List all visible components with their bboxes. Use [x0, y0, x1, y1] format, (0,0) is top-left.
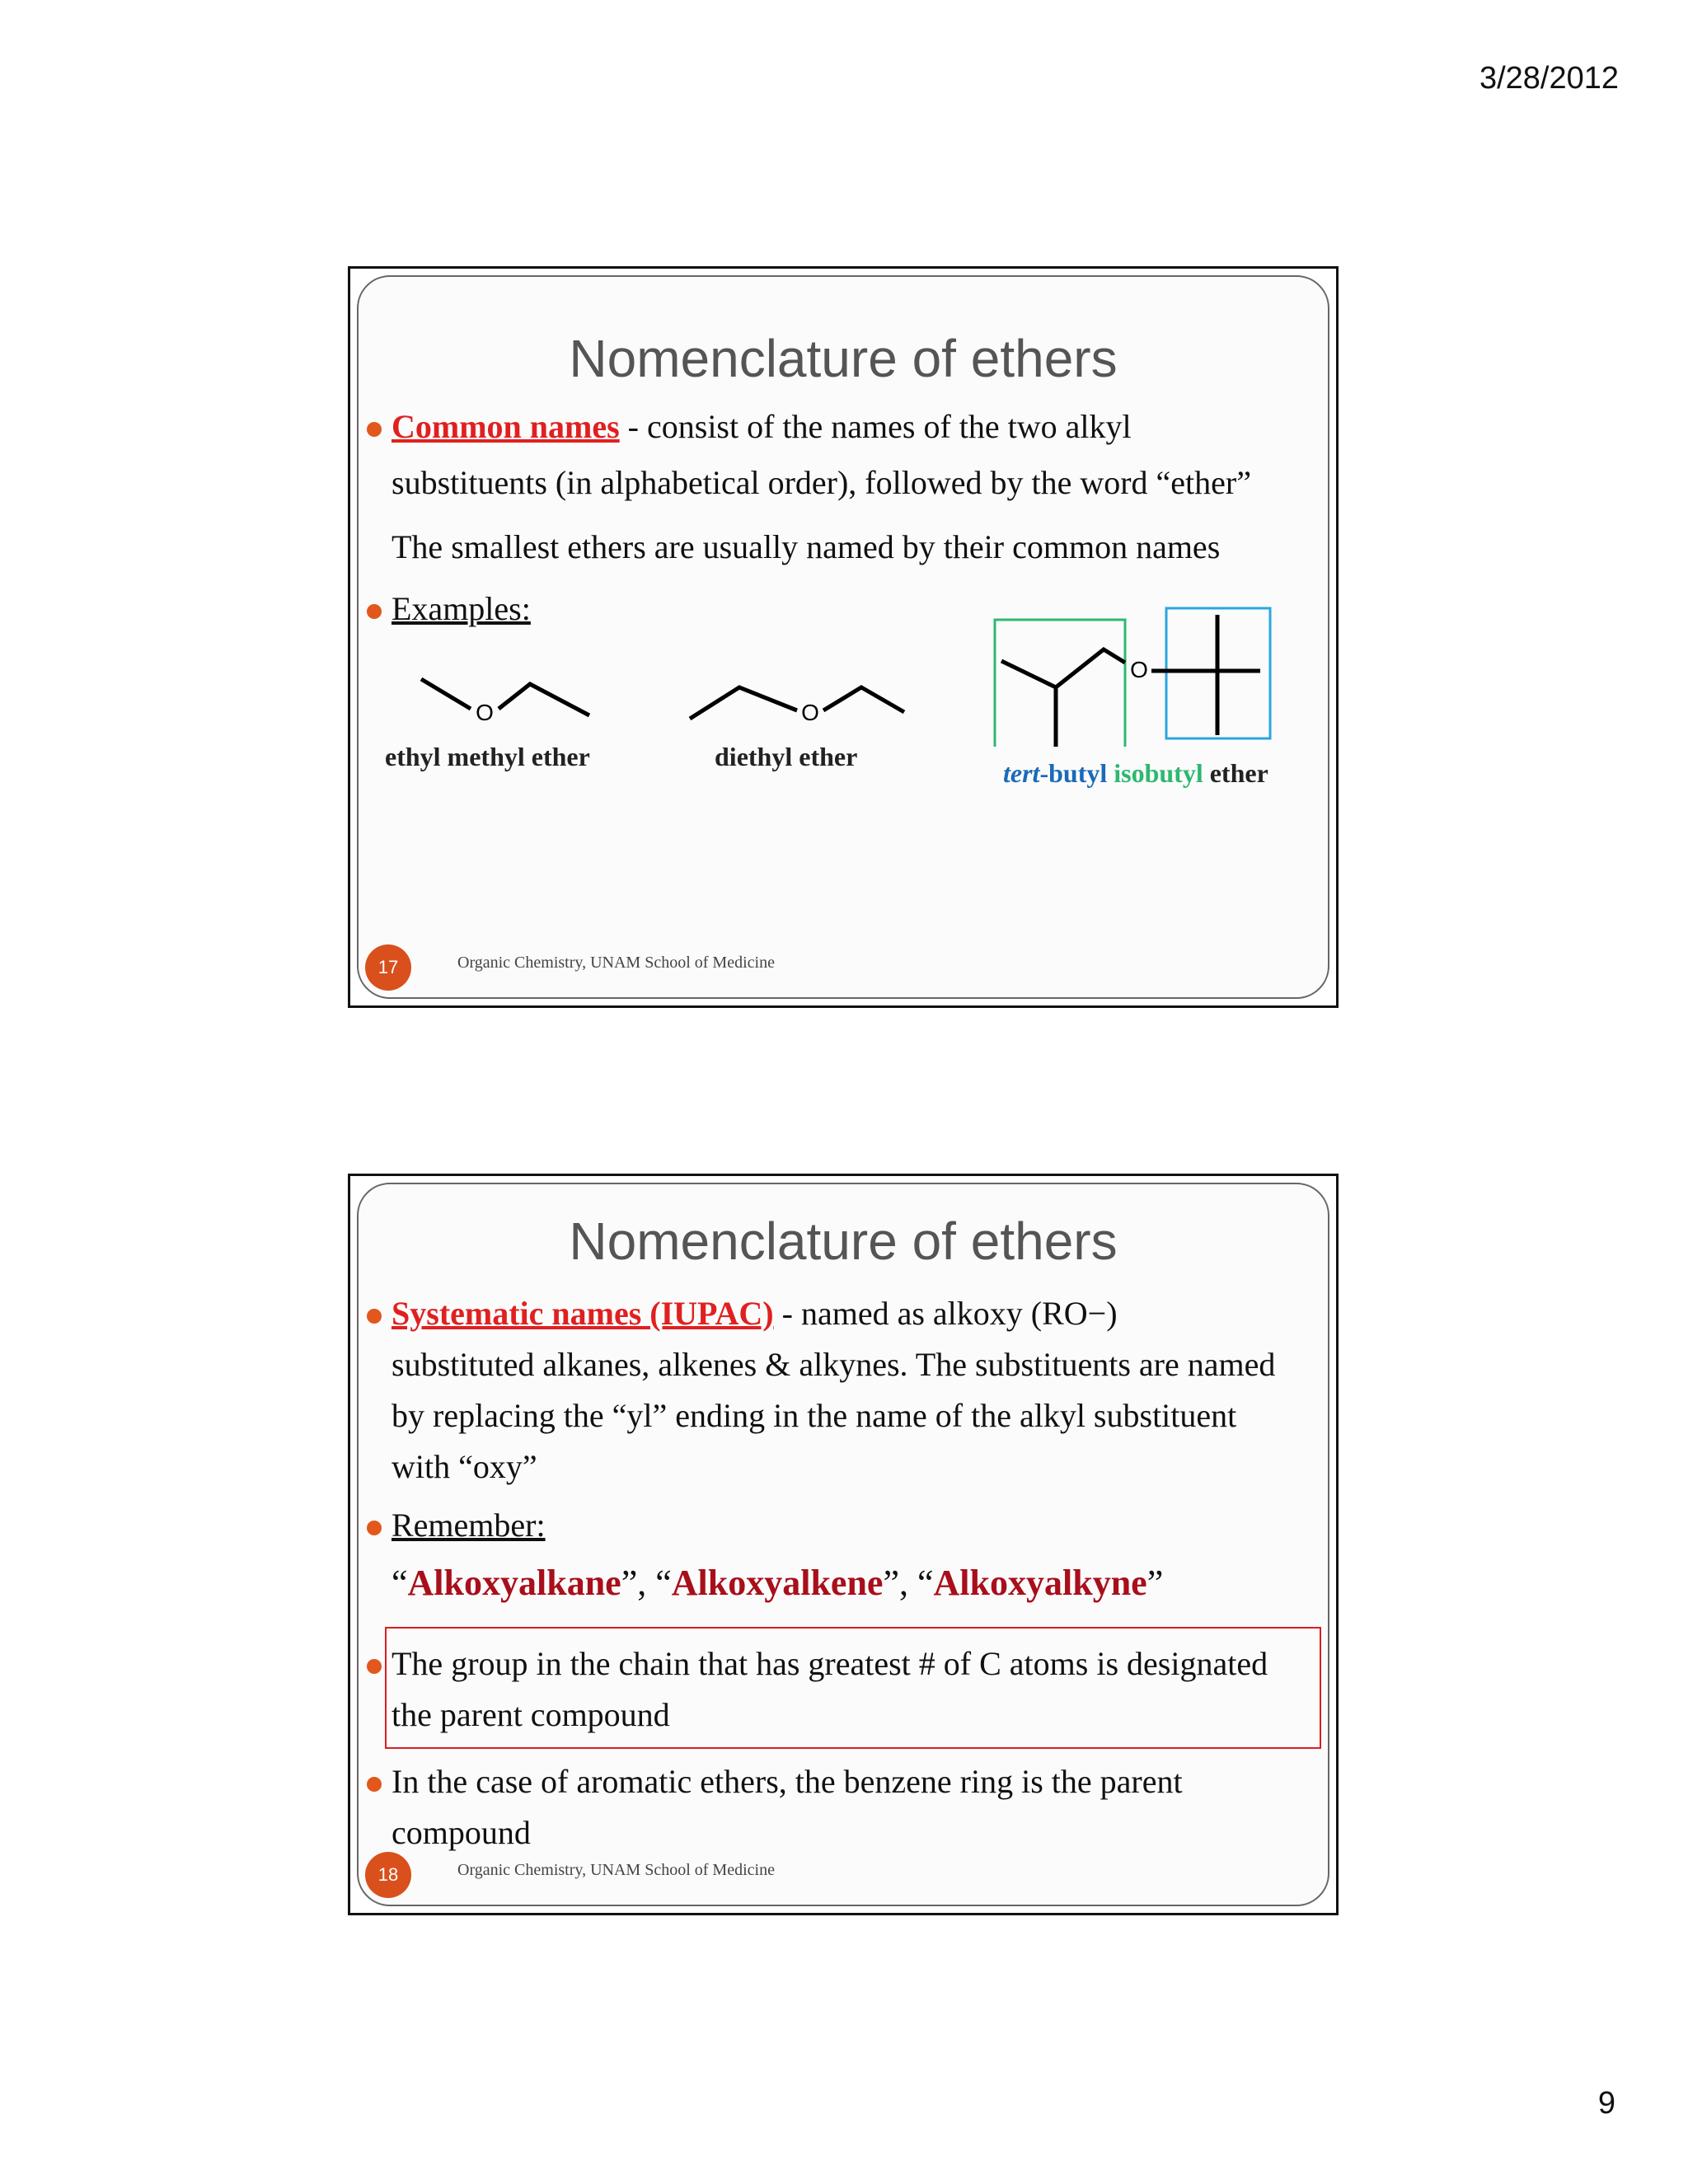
slide-footer: Organic Chemistry, UNAM School of Medicine [457, 954, 775, 972]
remember-terms [392, 1562, 1163, 1604]
systematic-names-line-2: substituted alkanes, alkenes & alkynes. The substituents are named [392, 1346, 1276, 1383]
slide-number-badge: 17 [365, 944, 411, 991]
slide-17-title: Nomenclature of ethers [569, 329, 1118, 388]
ethyl-methyl-ether-structure [416, 673, 622, 738]
slide-18-title: Nomenclature of ethers [569, 1212, 1118, 1271]
bullet-dot [367, 1777, 382, 1792]
tert-butyl-isobutyl-ether-label [1003, 758, 1268, 789]
systematic-names-line-3: by replacing the “yl” ending in the name of the alkyl substituent [392, 1397, 1237, 1434]
quote-mark: ” [1146, 1563, 1164, 1603]
ether-word: ether [1203, 758, 1268, 788]
oxygen-atom-label: O [476, 700, 494, 725]
quote-mark: ”, “ [621, 1563, 672, 1603]
slide-footer: Organic Chemistry, UNAM School of Medicine [457, 1861, 775, 1879]
examples-heading: Examples: [392, 590, 531, 627]
slide-17-panel [357, 275, 1329, 999]
bullet-dot [367, 1521, 382, 1535]
aromatic-ethers-line-1: In the case of aromatic ethers, the benzene ring is the parent [392, 1763, 1183, 1800]
common-names-line [392, 407, 1132, 446]
common-names-line-2: substituents (in alphabetical order), followed by the word “ether” [392, 464, 1251, 501]
bullet-dot [367, 604, 382, 619]
bullet-dot [367, 1309, 382, 1324]
systematic-names-line-4: with “oxy” [392, 1448, 537, 1485]
ethyl-methyl-ether-label: ethyl methyl ether [385, 742, 590, 771]
butyl-suffix: -butyl [1039, 758, 1108, 788]
systematic-names-text: - named as alkoxy (RO−) [773, 1295, 1118, 1332]
oxygen-atom-label: O [801, 700, 819, 725]
remember-heading: Remember: [392, 1507, 546, 1544]
alkoxyalkyne-term: Alkoxyalkyne [933, 1563, 1147, 1603]
systematic-names-line [392, 1294, 1118, 1333]
quote-mark: “ [392, 1563, 408, 1603]
common-names-text: - consist of the names of the two alkyl [619, 408, 1132, 445]
smallest-ethers-line: The smallest ethers are usually named by their common names [392, 528, 1221, 565]
slide-18-panel [357, 1183, 1329, 1906]
alkoxyalkene-term: Alkoxyalkene [671, 1563, 884, 1603]
diethyl-ether-label: diethyl ether [715, 742, 858, 771]
slide-17 [348, 266, 1339, 1008]
bullet-dot [367, 1659, 382, 1674]
tert-prefix: tert [1003, 758, 1040, 788]
quote-mark: ”, “ [883, 1563, 934, 1603]
isobutyl-word: isobutyl [1107, 758, 1203, 788]
bullet-dot [367, 422, 382, 437]
page-number: 9 [1597, 2086, 1615, 2121]
parent-compound-line-2: the parent compound [392, 1696, 670, 1733]
slide-18 [348, 1174, 1339, 1915]
oxygen-atom-label: O [1130, 657, 1148, 682]
alkoxyalkane-term: Alkoxyalkane [407, 1563, 621, 1603]
slide-number-badge: 18 [365, 1852, 411, 1898]
systematic-names-term: Systematic names (IUPAC) [392, 1295, 774, 1332]
aromatic-ethers-line-2: compound [392, 1814, 531, 1851]
document-date: 3/28/2012 [1479, 61, 1619, 96]
tert-butyl-isobutyl-ether-structure [993, 607, 1282, 747]
parent-compound-line-1: The group in the chain that has greatest # of C atoms is designated [392, 1645, 1268, 1682]
diethyl-ether-structure [688, 673, 911, 738]
common-names-term: Common names [392, 408, 620, 445]
